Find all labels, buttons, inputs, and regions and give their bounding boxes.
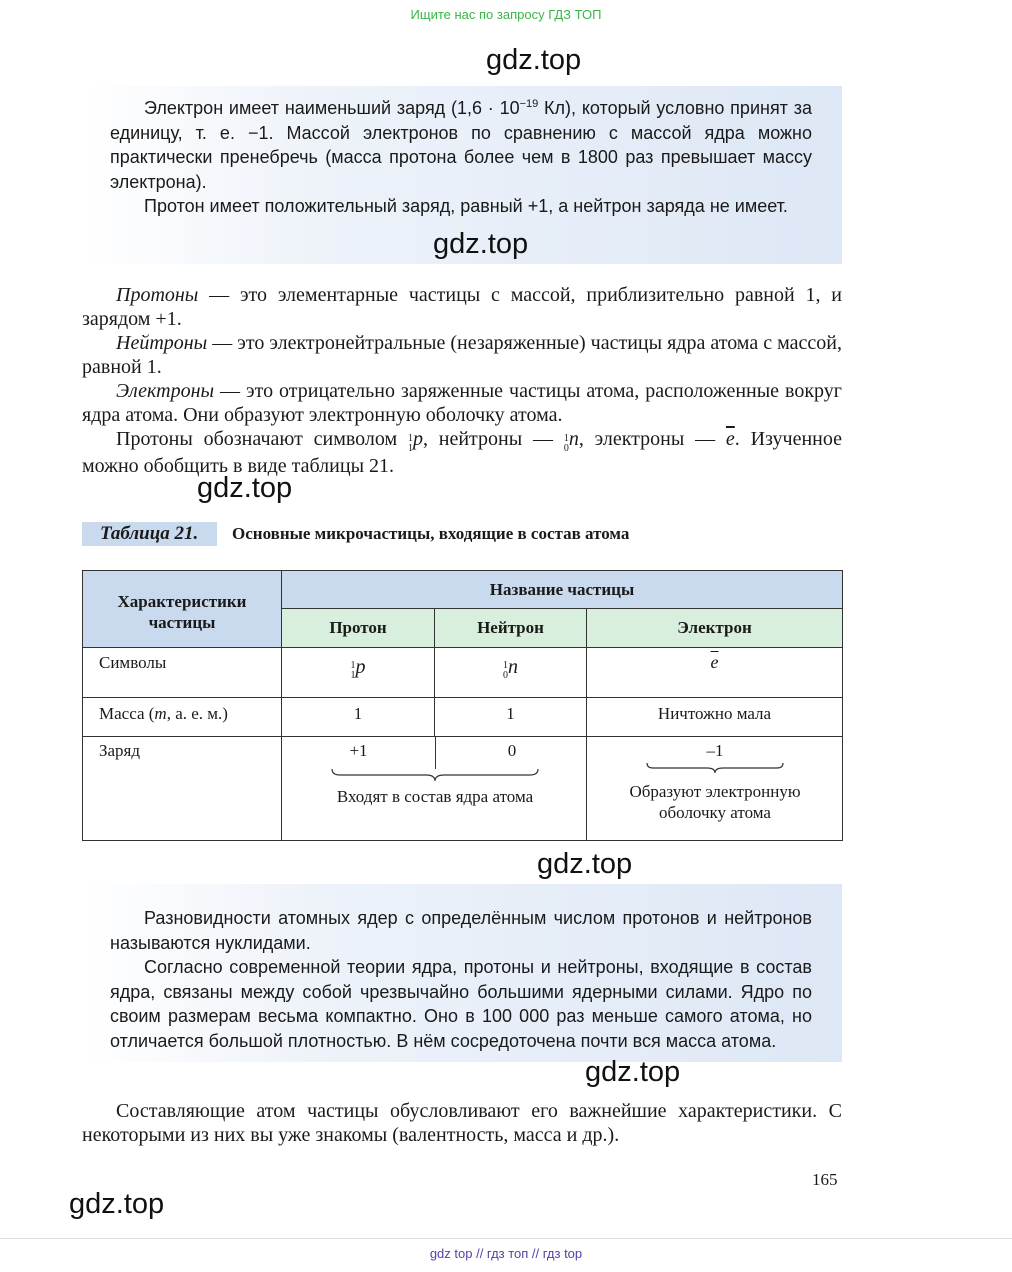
watermark: gdz.top: [537, 848, 633, 880]
watermark: gdz.top: [197, 472, 293, 504]
search-hint-link[interactable]: Ищите нас по запросу ГДЗ ТОП: [410, 7, 602, 22]
header-particle-name: Название частицы: [282, 571, 843, 609]
paragraph: Согласно современной теории ядра, протоны и нейтроны, входящие в состав ядра, связаны между собой чрезвычайно большими ядерными силами. Ядро по своим размерам весьма компактно. Оно в 100 000 раз меньше самого атома, но отличается большой плотностью. В нём сосредоточена почти вся масса атома.: [110, 957, 812, 1051]
header-characteristics: Характеристики частицы: [83, 571, 282, 648]
paragraph: Электрон имеет наименьший заряд ($1,6 \cdot 10^{-19}$ Кл), который условно принят за единицу, т. е. −1. Массой электронов по сравнению с массой ядра можно практически пренебречь (масса протона более чем в 1800 раз превышает массу электрона).: [110, 98, 812, 192]
info-box-nuclides-text: [110, 906, 812, 1053]
shell-note: Образуют электронную оболочку атома: [629, 782, 801, 822]
particles-table: [82, 570, 843, 841]
header-proton: Протон: [282, 609, 435, 648]
footer-links[interactable]: gdz top // гдз топ // гдз top: [429, 1246, 583, 1261]
table-caption-title: Основные микрочастицы, входящие в состав атома: [232, 524, 630, 543]
paragraph: Составляющие атом частицы обусловливают его важнейшие характеристики. С некоторыми из них вы уже знакомы (валентность, масса и др.).: [82, 1100, 842, 1146]
definition-proton: Протоны — это элементарные частицы с массой, приблизительно равной 1, и зарядом +1.: [82, 284, 842, 330]
mass-proton: 1: [282, 698, 435, 737]
symbol-neutron: 1 0n: [435, 648, 587, 698]
definition-electron: Электроны — это отрицательно заряженные частицы атома, расположенные вокруг ядра атома. Они образуют электронную оболочку атома.: [82, 380, 842, 426]
table-caption-label: Таблица 21.: [82, 522, 217, 546]
watermark: gdz.top: [585, 1056, 681, 1088]
symbols-paragraph: Протоны обозначают символом 1 1p, нейтроны — 1 0n, электроны — $\overline{e}$. Изученное можно обобщить в виде таблицы 21.: [82, 428, 842, 477]
closing-text: [82, 1099, 842, 1147]
charge-neutron: 0: [507, 741, 517, 760]
brace-icon: [645, 761, 785, 775]
row-label-symbols: Символы: [83, 648, 282, 698]
paragraph: Разновидности атомных ядер с определённым числом протонов и нейтронов называются нуклидами.: [110, 908, 812, 953]
watermark: gdz.top: [69, 1188, 165, 1220]
header-electron: Электрон: [587, 609, 843, 648]
mass-electron: Ничтожно мала: [587, 698, 843, 737]
symbol-proton: 1 1p: [282, 648, 435, 698]
footer-divider: [0, 1238, 1012, 1239]
charge-electron-cell: [587, 737, 843, 841]
symbol-electron: $\overline{e}$: [587, 648, 843, 698]
charge-nucleus-cell: [282, 737, 587, 841]
row-label-charge: Заряд: [83, 737, 282, 841]
charge-electron: –1: [706, 741, 724, 760]
brace-icon: [330, 767, 540, 783]
page-number: 165: [812, 1170, 838, 1189]
watermark: gdz.top: [486, 44, 582, 76]
info-box-electron-text: [110, 92, 812, 219]
paragraph: Протон имеет положительный заряд, равный +1, а нейтрон заряда не имеет.: [144, 196, 788, 216]
header-neutron: Нейтрон: [435, 609, 587, 648]
watermark: gdz.top: [433, 228, 529, 260]
nucleus-note: Входят в состав ядра атома: [336, 787, 534, 806]
mass-neutron: 1: [435, 698, 587, 737]
definition-neutron: Нейтроны — это электронейтральные (незаряженные) частицы ядра атома с массой, равной 1.: [82, 332, 842, 378]
row-label-mass: Масса (m, а. е. м.): [83, 698, 282, 737]
definitions-text: [82, 283, 842, 478]
charge-proton: +1: [349, 741, 368, 760]
